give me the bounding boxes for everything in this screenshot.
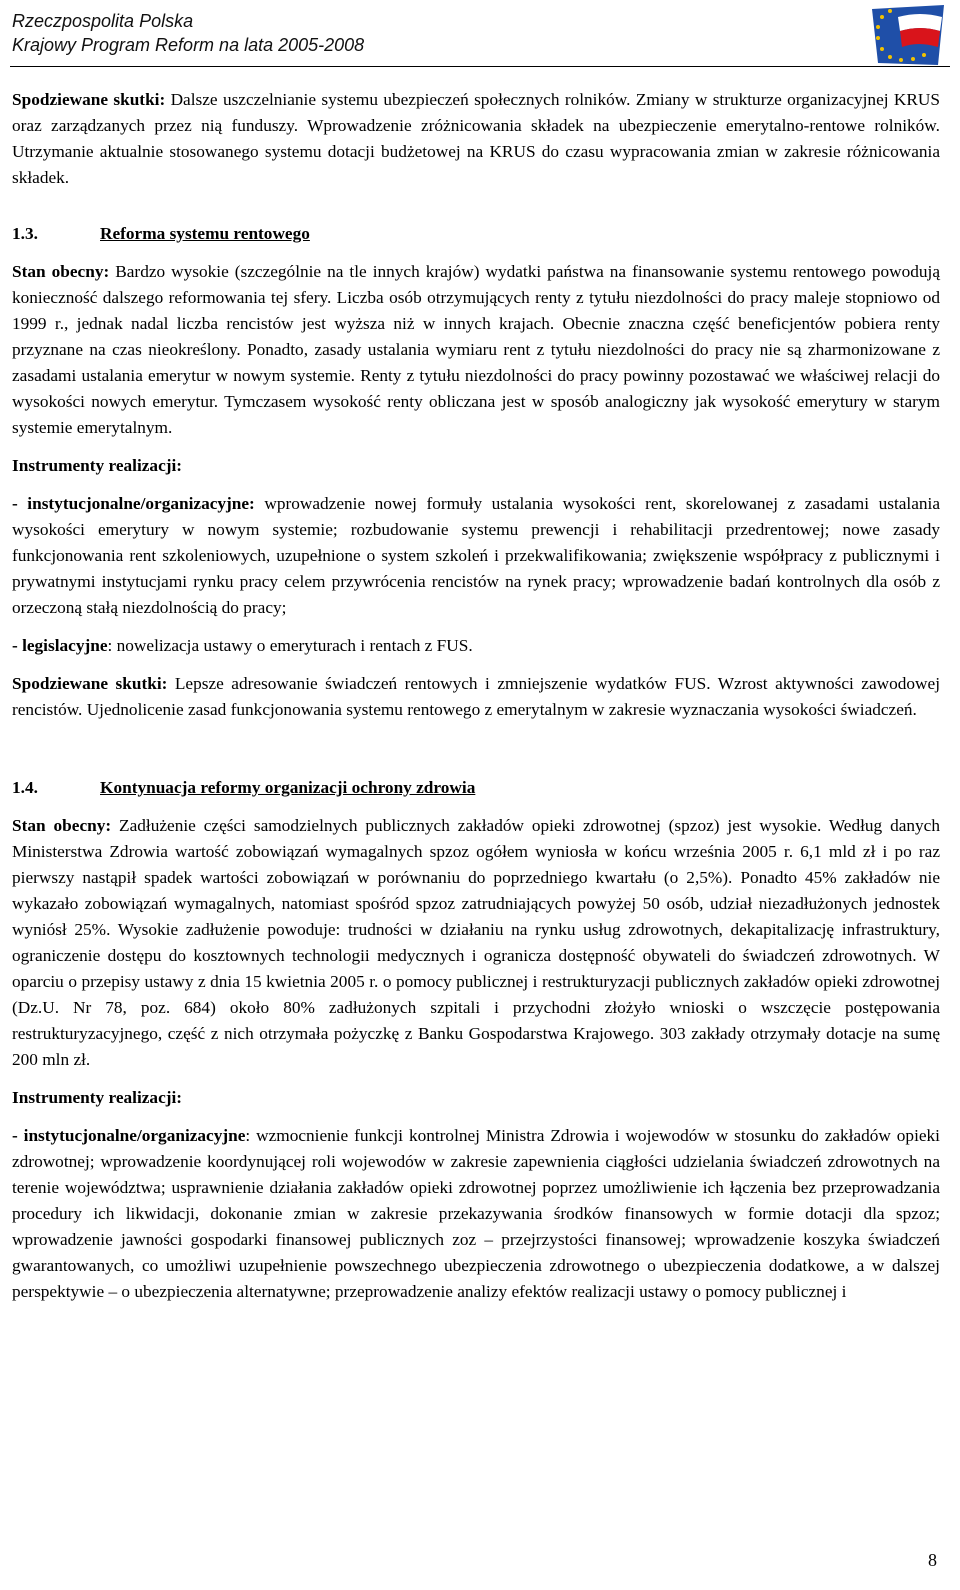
page-number: 8 [928, 1550, 937, 1570]
section-1-4-heading [12, 775, 940, 801]
header-program-title: Krajowy Program Reform na lata 2005-2008 [12, 35, 365, 55]
instruments-institutional [12, 491, 940, 621]
institutional-text: : wzmocnienie funkcji kontrolnej Ministra Zdrowia i wojewodów w stosunku do zakładów opieki zdrowotnej; wprowadzenie koordynującej roli wojewodów w zakresie zapewnienia ciągłości udzielania świadczeń zdrowotnych na terenie województwa; usprawnienie działania zakładów opieki zdrowotnej poprzez umożliwienie ich łączenia bez przeprowadzania procedury ich likwidacji, dokonanie zmian w zakresie przekazywania środków finansowych w formie dotacji dla spzoz; wprowadzenie jawności gospodarki finansowej publicznych zoz – przejrzystości finansowej; wprowadzenie koszyka świadczeń gwarantowanych, co umożliwi uzupełnienie powszechnego ubezpieczenia zdrowotnego o ubezpieczenia dodatkowe, a w dalszej perspektywie – o ubezpieczenia alternatywne; przeprowadzenie analizy efektów realizacji ustawy o pomocy publicznej i [12, 1126, 940, 1301]
instruments-institutional [12, 1123, 940, 1305]
legislative-label: - legislacyjne [12, 636, 108, 655]
section-number: 1.4. [12, 778, 38, 797]
section-1-3-heading [12, 221, 940, 247]
institutional-label: - instytucjonalne/organizacyjne [12, 1126, 246, 1145]
instruments-label: Instrumenty realizacji: [12, 456, 183, 475]
expected-effects-text: Lepsze adresowanie świadczeń rentowych i zmniejszenie wydatków FUS. Wzrost aktywności zawodowej rencistów. Ujednolicenie zasad funkcjonowania systemu rentowego z emerytalnym w zakresie wyznaczania wysokości świadczeń. [12, 674, 940, 719]
page-header [0, 0, 960, 68]
section-title: Kontynuacja reformy organizacji ochrony zdrowia [100, 778, 476, 797]
expected-effects-pensions [12, 671, 940, 723]
expected-effects-krus [12, 87, 940, 191]
instruments-legislative [12, 633, 940, 659]
legislative-text: : nowelizacja ustawy o emeryturach i rentach z FUS. [107, 636, 473, 655]
current-state-pensions [12, 259, 940, 441]
section-number: 1.3. [12, 224, 38, 243]
current-state-health [12, 813, 940, 1073]
expected-effects-text: Dalsze uszczelnianie systemu ubezpieczeń społecznych rolników. Zmiany w strukturze organizacyjnej KRUS oraz zarządzanych przez nią funduszy. Wprowadzenie zróżnicowania składek na ubezpieczenie emerytalno-rentowe rolników. Utrzymanie aktualnie stosowanego systemu dotacji budżetowej na KRUS do czasu wypracowania zmian w zakresie różnicowania składek. [12, 90, 940, 187]
instruments-heading [12, 1085, 940, 1111]
instruments-heading [12, 453, 940, 479]
institutional-label: - instytucjonalne/organizacyjne: [12, 494, 255, 513]
document-body [12, 87, 940, 1305]
eu-poland-flag-logo [868, 3, 952, 67]
current-state-text: Zadłużenie części samodzielnych publicznych zakładów opieki zdrowotnej (spzoz) jest wysokie. Według danych Ministerstwa Zdrowia wartość zobowiązań wymagalnych spzoz ogółem wyniosła w końcu września 2005 r. 6,1 mld zł i po raz pierwszy nastąpił spadek wartości zobowiązań w porównaniu do poprzedniego kwartału (o 2,5%). Ponadto 45% zakładów nie wykazało zobowiązań wymagalnych, natomiast spośród spzoz zatrudniających powyżej 50 osób, udział niezadłużonych jednostek wyniósł 25%. Wysokie zadłużenie powoduje: trudności w działaniu na rynku usług zdrowotnych, dekapitalizację infrastruktury, ograniczenie dostępu do kosztownych technologii medycznych i ogranicza dostępność obywateli do świadczeń zdrowotnych. W oparciu o przepisy ustawy z dnia 15 kwietnia 2005 r. o pomocy publicznej i restrukturyzacji publicznych zakładów opieki zdrowotnej (Dz.U. Nr 78, poz. 684) około 80% zadłużonych szpitali i przychodni złożyło wnioski o wszczęcie postępowania restrukturyzacyjnego, część z nich otrzymała pożyczkę z Banku Gospodarstwa Krajowego. 303 zakłady otrzymały dotacje na sumę 200 mln zł. [12, 816, 940, 1069]
section-title: Reforma systemu rentowego [100, 224, 310, 243]
current-state-label: Stan obecny: [12, 816, 112, 835]
expected-effects-label: Spodziewane skutki: [12, 674, 168, 693]
current-state-label: Stan obecny: [12, 262, 110, 281]
expected-effects-label: Spodziewane skutki: [12, 90, 166, 109]
current-state-text: Bardzo wysokie (szczególnie na tle innych krajów) wydatki państwa na finansowanie systemu rentowego powodują konieczność dalszego reformowania tej sfery. Liczba osób otrzymujących renty z tytułu niezdolności do pracy maleje stopniowo od 1999 r., jednak nadal liczba rencistów jest wyższa niż w innych krajach. Obecnie znaczna część beneficjentów pobiera renty przyznane na czas nieokreślony. Ponadto, zasady ustalania wymiaru rent z tytułu niezdolności do pracy nie są zharmonizowane z zasadami ustalania emerytur w nowym systemie. Renty z tytułu niezdolności do pracy powinny pozostawać we właściwej relacji do wysokości nowych emerytur. Tymczasem wysokość renty obliczana jest w sposób analogiczny jak wysokość emerytury w starym systemie emerytalnym. [12, 262, 940, 437]
header-rule [10, 66, 950, 67]
instruments-label: Instrumenty realizacji: [12, 1088, 183, 1107]
header-country: Rzeczpospolita Polska [12, 11, 194, 31]
institutional-text: wprowadzenie nowej formuły ustalania wysokości rent, skorelowanej z zasadami ustalania wysokości emerytury w nowym systemie; rozbudowanie systemu prewencji i rehabilitacji przedrentowej; nowe zasady funkcjonowania rent szkoleniowych, uzupełnione o system szkoleń i przekwalifikowania; zwiększenie współpracy z publicznymi i prywatnymi instytucjami rynku pracy celem przywrócenia rencistów na rynek pracy; wprowadzenie badań kontrolnych dla osób z orzeczoną stałą niezdolnością do pracy; [12, 494, 941, 617]
